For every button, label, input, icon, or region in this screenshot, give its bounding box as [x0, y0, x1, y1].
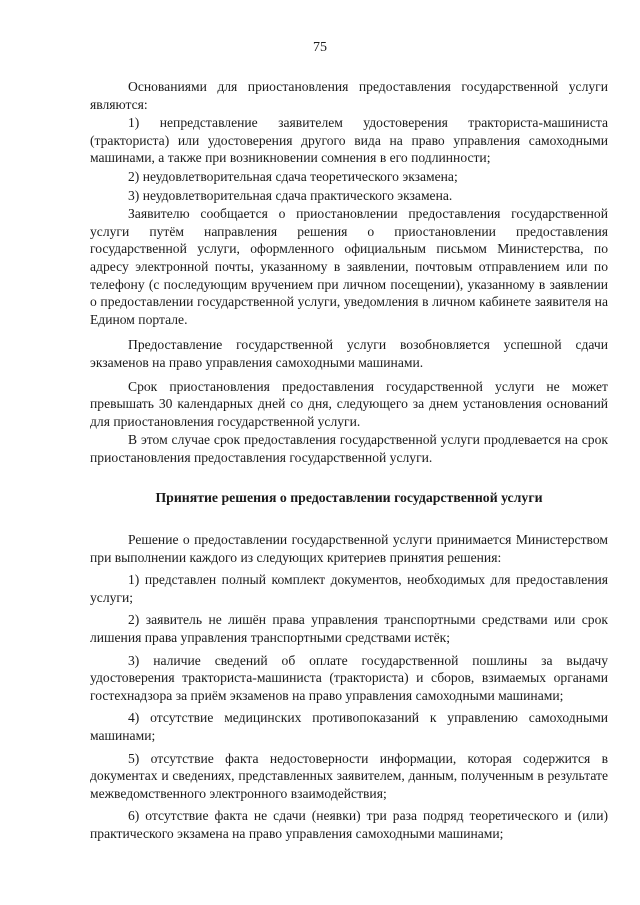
paragraph-criterion-4: 4) отсутствие медицинских противопоказаний к управлению самоходными машинами; — [90, 710, 608, 743]
paragraph-decision-intro: Решение о предоставлении государственной услуги принимается Министерством при выполнении каждого из следующих критериев принятия решения: — [90, 532, 608, 565]
paragraph-suspension-term: Срок приостановления предоставления государственной услуги не может превышать 30 календарных дней со дня, следующего за днем установления оснований для приостановления государственной услуги. — [90, 378, 608, 429]
paragraph-resumption: Предоставление государственной услуги возобновляется успешной сдачи экзаменов на право управления самоходными машинами. — [90, 337, 608, 370]
paragraph-notification: Заявителю сообщается о приостановлении предоставления государственной услуги путём направления решения о приостановлении предоставления государственной услуги, оформленного официальным письмом Министерства, по адресу электронной почты, указанному в заявлении, почтовым отправлением или по телефону (с последующим вручением при личном посещении), указанному в заявлении о предоставлении государственной услуги, уведомления в личном кабинете заявителя на Едином портале. — [90, 206, 608, 327]
page-number: 75 — [313, 40, 327, 55]
paragraph-criterion-1: 1) представлен полный комплект документов, необходимых для предоставления услуги; — [90, 572, 608, 605]
paragraph-criterion-2: 2) заявитель не лишён права управления транспортными средствами или срок лишения права управления транспортными средствами истёк; — [90, 612, 608, 646]
document-body — [90, 78, 608, 843]
paragraph-ground-2: 2) неудовлетворительная сдача теоретического экзамена; — [128, 168, 458, 184]
paragraph-criterion-3: 3) наличие сведений об оплате государственной пошлины за выдачу удостоверения тракториста-машиниста (тракториста) и сборов, взимаемых органами гостехнадзора за приём экзаменов на право управления самоходными машинами; — [90, 652, 608, 703]
paragraph-ground-3: 3) неудовлетворительная сдача практического экзамена. — [128, 187, 453, 203]
paragraph-grounds-intro: Основаниями для приостановления предоставления государственной услуги являются: — [90, 79, 608, 112]
paragraph-criterion-6: 6) отсутствие факта не сдачи (неявки) три раза подряд теоретического и (или) практического экзамена на право управления самоходными машинами; — [90, 808, 608, 841]
paragraph-term-extension: В этом случае срок предоставления государственной услуги продлевается на срок приостановления предоставления государственной услуги. — [90, 432, 608, 465]
paragraph-criterion-5: 5) отсутствие факта недостоверности информации, которая содержится в документах и сведениях, представленных заявителем, данным, полученным в результате межведомственного электронного взаимодействия; — [90, 750, 608, 801]
section-heading: Принятие решения о предоставлении государственной услуги — [155, 490, 543, 506]
paragraph-ground-1: 1) непредставление заявителем удостоверения тракториста-машиниста (тракториста) или удостоверения другого вида на право управления самоходными машинами, а также при возникновении сомнения в его подлинности; — [90, 115, 608, 166]
